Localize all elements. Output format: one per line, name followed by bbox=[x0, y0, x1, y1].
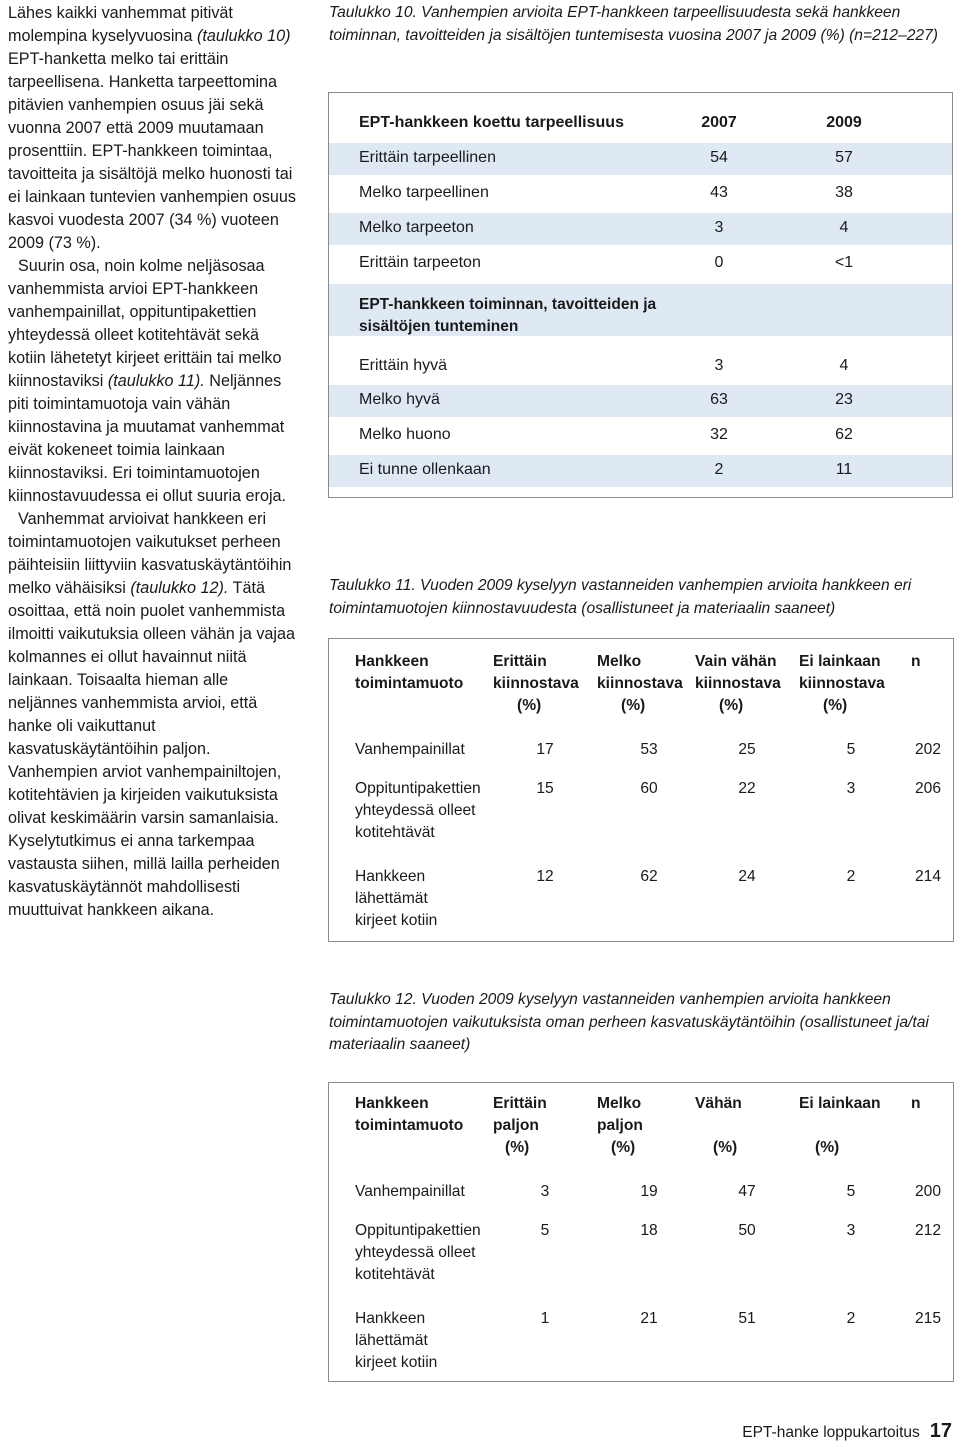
table-row: Erittäin hyvä 3 4 bbox=[359, 357, 849, 374]
table11-header-cell: Vain vähän kiinnostava (%) bbox=[695, 653, 781, 714]
table-row: Erittäin tarpeellinen 54 57 bbox=[329, 143, 952, 175]
table-row: Melko tarpeeton 3 4 bbox=[329, 213, 952, 245]
table11-header-cell: Melko kiinnostava (%) bbox=[597, 653, 683, 714]
page-number: 17 bbox=[929, 1420, 952, 1442]
table-row: Ei tunne ollenkaan 2 11 bbox=[329, 455, 952, 487]
paragraph-1: Lähes kaikki vanhemmat pitivät molempina kyselyvuosina (taulukko 10) EPT-hanketta melko tai erittäin tarpeellisena. Hanketta tarpeettomina pitävien vanhempien osuus jäi sekä vuonna 2007 että 2009 muutamaan prosenttiin. EPT-hankkeen toimintaa, tavoitteita ja sisältöjä melko huonosti tai ei lainkaan tuntevien vanhempien osuus kasvoi vuodesta 2007 (34 %) vuoteen 2009 (73 %). bbox=[8, 4, 296, 252]
page-footer bbox=[742, 1420, 952, 1443]
table11-caption: Taulukko 11. Vuoden 2009 kyselyyn vastanneiden vanhempien arvioita hankkeen eri toimintamuotojen kiinnostavuudesta (osallistuneet ja materiaalin saaneet) bbox=[329, 577, 912, 617]
table12-header-cell: Melko paljon (%) bbox=[597, 1095, 643, 1156]
table12-header-cell: Ei lainkaan (%) bbox=[799, 1095, 881, 1156]
table12-header-cell: Erittäin paljon (%) bbox=[493, 1095, 547, 1156]
table10-header-row: EPT-hankkeen koettu tarpeellisuus 2007 2009 bbox=[359, 114, 862, 131]
table10 bbox=[328, 92, 953, 498]
paragraph-3: Vanhemmat arvioivat hankkeen eri toimintamuotojen vaikutukset perheen päihteisiin liittyviin kasvatuskäytäntöihin melko vähäisiksi (taulukko 12). Tätä osoittaa, että noin puolet vanhemmista ilmoitti vaikutuksia olleen vähän ja vajaa kolmannes ei ollut havainnut niitä lainkaan. Toisaalta hieman alle neljännes vanhemmista arvioi, että hanke oli vaikuttanut kasvatuskäytäntöihin paljon. Vanhempien arviot vanhempainiltojen, kotitehtävien ja kirjeiden vaikutuksista olivat keskimäärin varsin samanlaisia. Kyselytutkimus ei anna tarkempaa vastausta siihen, millä lailla perheiden kasvatuskäytännöt mahdollisesti muuttuivat hankkeen aikana. bbox=[8, 510, 296, 919]
table11-header-cell: Hankkeen toimintamuoto bbox=[355, 653, 464, 692]
table11-header-cell: Erittäin kiinnostava (%) bbox=[493, 653, 579, 714]
footer-title: EPT-hanke loppukartoitus bbox=[742, 1424, 920, 1441]
table11-header-cell: Ei lainkaan kiinnostava (%) bbox=[799, 653, 885, 714]
paragraph-2: Suurin osa, noin kolme neljäsosaa vanhemmista arvioi EPT-hankkeen vanhempainillat, oppituntipakettien yhteydessä olleet kotitehtävät sekä kotiin lähetetyt kirjeet erittäin tai melko kiinnostaviksi (taulukko 11). Neljännes piti toimintamuotoja vain vähän kiinnostavina ja muutamat vanhemmat eivät kokeneet toimia lainkaan kiinnostaviksi. Eri toimintamuotojen kiinnostavuudessa ei ollut suuria eroja. bbox=[8, 257, 287, 505]
table10-caption: Taulukko 10. Vanhempien arvioita EPT-hankkeen tarpeellisuudesta sekä hankkeen toiminnan, tavoitteiden ja sisältöjen tuntemisesta vuosina 2007 ja 2009 (%) (n=212–227) bbox=[329, 4, 938, 44]
table-row: Melko huono 32 62 bbox=[359, 426, 853, 443]
table-row: Melko hyvä 63 23 bbox=[329, 385, 952, 417]
table12: Hankkeen toimintamuoto Erittäin paljon (%) Melko paljon (%) Vähän (%) Ei lainkaan (%) n Vanhempainillat 3 19 47 5 200 Oppituntipakettien yhteydessä olleet kotitehtävät 5 18 50 3 212 Hankkeen lähettämät kirjeet kotiin 1 21 51 2 215 bbox=[328, 1082, 954, 1382]
table12-caption: Taulukko 12. Vuoden 2009 kyselyyn vastanneiden vanhempien arvioita hankkeen toimintamuotojen vaikutuksista oman perheen kasvatuskäytäntöihin (osallistuneet ja/tai materiaalin saaneet) bbox=[329, 991, 929, 1053]
table12-header-cell: n bbox=[911, 1095, 921, 1112]
table-row: Melko tarpeellinen 43 38 bbox=[359, 184, 853, 201]
table12-header-cell: Hankkeen toimintamuoto bbox=[355, 1095, 464, 1134]
table12-header-cell: Vähän (%) bbox=[695, 1095, 742, 1156]
table10-subheader: EPT-hankkeen toiminnan, tavoitteiden ja sisältöjen tunteminen bbox=[329, 284, 952, 336]
body-text-column bbox=[8, 2, 300, 922]
table11: Hankkeen toimintamuoto Erittäin kiinnostava (%) Melko kiinnostava (%) Vain vähän kiinnostava (%) Ei lainkaan kiinnostava (%) n Vanhempainillat 17 53 25 5 202 Oppituntipakettien yhteydessä olleet kotitehtävät 15 60 22 3 206 Hankkeen lähettämät kirjeet kotiin 12 62 24 2 214 bbox=[328, 638, 954, 942]
table-row: Erittäin tarpeeton 0 <1 bbox=[359, 254, 854, 271]
table11-header-cell: n bbox=[911, 653, 921, 670]
